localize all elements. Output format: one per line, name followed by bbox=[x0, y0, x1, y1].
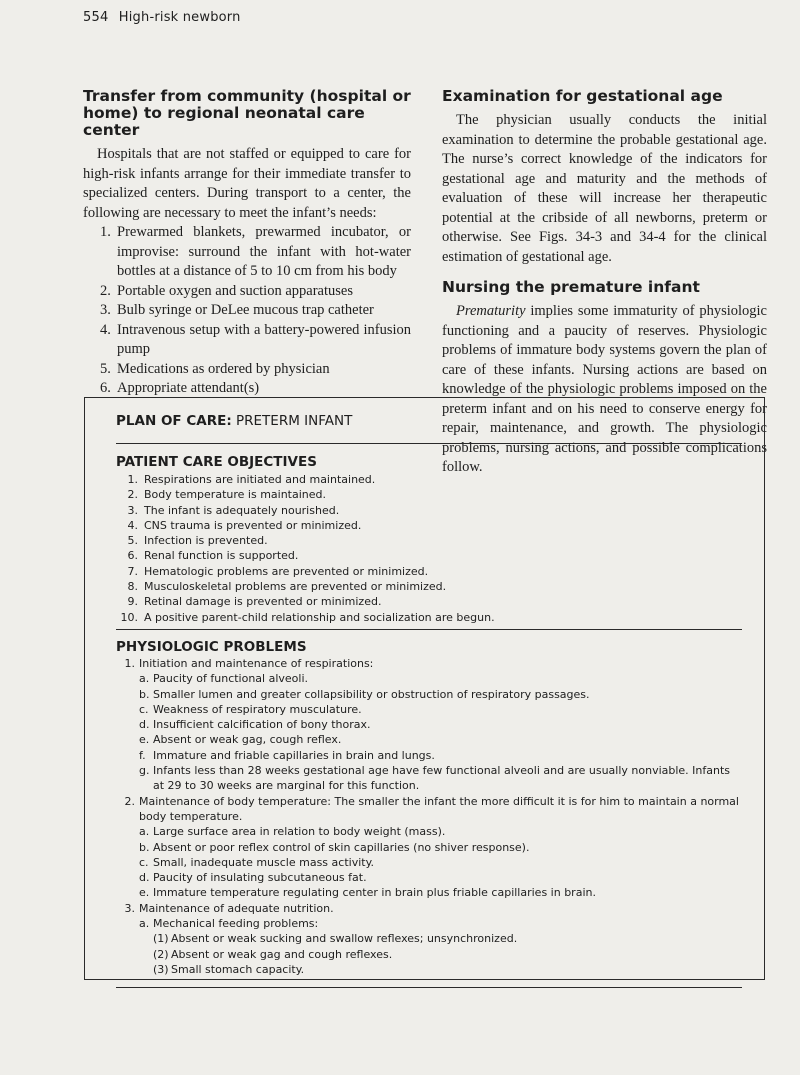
item-number: 4. bbox=[100, 321, 111, 338]
item-text: Retinal damage is prevented or minimized. bbox=[144, 595, 382, 609]
item-number: 1. bbox=[100, 224, 111, 240]
list-item bbox=[139, 916, 742, 977]
list-item bbox=[116, 794, 742, 901]
item-text: CNS trauma is prevented or minimized. bbox=[144, 518, 362, 532]
item-text: Small, inadequate muscle mass activity. bbox=[153, 855, 375, 869]
list-item bbox=[116, 533, 742, 548]
item-text: Absent or weak gag and cough reflexes. bbox=[171, 947, 393, 961]
item-text: Mechanical feeding problems: bbox=[153, 917, 319, 931]
item-text: Musculoskeletal problems are prevented or minimized. bbox=[144, 580, 447, 594]
item-text: Intravenous setup with a battery-powered infusion pump bbox=[117, 321, 411, 357]
item-text: Absent or weak gag, cough reflex. bbox=[153, 733, 342, 747]
list-item bbox=[116, 594, 742, 609]
item-text: Paucity of insulating subcutaneous fat. bbox=[153, 871, 367, 885]
item-text: Renal function is supported. bbox=[144, 549, 299, 563]
list-item bbox=[153, 947, 742, 962]
item-number: 3. bbox=[127, 503, 138, 517]
list-item bbox=[116, 548, 742, 563]
item-text: Large surface area in relation to body weight (mass). bbox=[153, 825, 446, 839]
nursing-heading: Nursing the premature infant bbox=[442, 278, 700, 296]
item-number: (3) bbox=[153, 962, 169, 976]
item-letter: g. bbox=[139, 764, 150, 778]
item-number: 1. bbox=[127, 473, 138, 486]
nursing-body: implies some immaturity of physiologic functioning and a paucity of reserves. Physiologic problems of immature body systems govern the plan of care of these infants. Nursing actions are based on knowledge of the physiologic problems imposed on the preterm infant and on his need to conserve energy for repair, maintenance, and growth. The physiologic problems, nursing actions, and possible complications follow. bbox=[442, 303, 767, 475]
left-column bbox=[83, 88, 411, 399]
item-letter: c. bbox=[139, 855, 149, 869]
item-text: The infant is adequately nourished. bbox=[144, 503, 340, 517]
page-number: 554 bbox=[83, 10, 109, 25]
list-item bbox=[139, 717, 742, 732]
item-number: 10. bbox=[120, 610, 138, 624]
list-item bbox=[153, 962, 742, 977]
item-text: Paucity of functional alveoli. bbox=[153, 672, 309, 686]
list-item bbox=[116, 564, 742, 579]
divider bbox=[116, 629, 742, 630]
item-number: 6. bbox=[100, 380, 111, 396]
item-letter: d. bbox=[139, 871, 150, 885]
item-text: Absent or weak sucking and swallow reflexes; unsynchronized. bbox=[171, 932, 518, 946]
plan-title-rest: PRETERM INFANT bbox=[231, 413, 353, 429]
list-item bbox=[83, 223, 411, 282]
list-item bbox=[139, 870, 742, 885]
item-text: Absent or poor reflex control of skin capillaries (no shiver response). bbox=[153, 840, 530, 854]
list-item bbox=[83, 282, 411, 302]
list-item bbox=[116, 610, 742, 625]
list-item bbox=[139, 885, 742, 900]
list-item bbox=[116, 487, 742, 502]
sub-list bbox=[139, 824, 742, 900]
objectives-list bbox=[116, 472, 742, 625]
item-text: Maintenance of adequate nutrition. bbox=[139, 901, 334, 915]
item-text: Portable oxygen and suction apparatuses bbox=[117, 282, 353, 299]
list-item bbox=[83, 379, 411, 399]
item-number: 3. bbox=[124, 901, 135, 915]
item-number: 9. bbox=[127, 595, 138, 609]
item-number: (1) bbox=[153, 932, 169, 946]
item-letter: a. bbox=[139, 917, 150, 931]
item-number: 5. bbox=[127, 534, 138, 548]
item-text: Infants less than 28 weeks gestational age have few functional alveoli and are usually nonviable. Infants at 29 to 30 weeks are marginal for this function. bbox=[153, 764, 731, 793]
list-item bbox=[139, 748, 742, 763]
list-item bbox=[116, 656, 742, 794]
item-letter: f. bbox=[139, 748, 146, 762]
item-text: Hematologic problems are prevented or minimized. bbox=[144, 564, 429, 578]
running-head bbox=[83, 10, 241, 25]
problems-list bbox=[116, 656, 742, 977]
divider bbox=[116, 987, 742, 988]
plan-title-bold: PLAN OF CARE: bbox=[116, 413, 232, 429]
item-number: 1. bbox=[124, 656, 135, 670]
item-number: 5. bbox=[100, 360, 111, 377]
item-letter: d. bbox=[139, 718, 150, 732]
list-item bbox=[116, 901, 742, 977]
item-text: Insufficient calcification of bony thorax. bbox=[153, 718, 371, 732]
item-letter: a. bbox=[139, 672, 150, 686]
item-letter: b. bbox=[139, 687, 150, 701]
plan-title bbox=[116, 413, 742, 429]
list-item bbox=[139, 824, 742, 839]
list-item bbox=[83, 360, 411, 380]
item-text: Initiation and maintenance of respirations: bbox=[139, 656, 374, 670]
item-letter: c. bbox=[139, 702, 149, 716]
item-text: Weakness of respiratory musculature. bbox=[153, 702, 362, 716]
item-number: 4. bbox=[127, 518, 138, 532]
list-item bbox=[116, 503, 742, 518]
divider bbox=[116, 443, 742, 444]
transfer-list bbox=[83, 223, 411, 399]
item-text: Immature temperature regulating center in brain plus friable capillaries in brain. bbox=[153, 886, 596, 900]
list-item bbox=[116, 472, 742, 487]
gestational-text: The physician usually conducts the initial examination to determine the probable gestational age. The nurse’s correct knowledge of the indicators for gestational age and maturity and the methods of evaluation of these will increase her therapeutic potential at the cribside of all newborns, preterm or otherwise. See Figs. 34-3 and 34-4 for the clinical estimation of gestational age. bbox=[442, 112, 767, 265]
item-number: 2. bbox=[127, 488, 138, 502]
item-number: 6. bbox=[127, 549, 138, 563]
list-item bbox=[153, 931, 742, 946]
transfer-heading: Transfer from community (hospital or home) to regional neonatal care center bbox=[83, 87, 411, 139]
list-item bbox=[139, 702, 742, 717]
transfer-intro: Hospitals that are not staffed or equipped to care for high-risk infants arrange for their immediate transfer to specialized centers. During transport to a center, the following are necessary to meet the infant’s needs: bbox=[83, 146, 411, 221]
list-item bbox=[83, 301, 411, 321]
item-letter: e. bbox=[139, 886, 150, 900]
item-number: (2) bbox=[153, 947, 169, 961]
problems-heading: PHYSIOLOGIC PROBLEMS bbox=[116, 638, 307, 655]
item-letter: e. bbox=[139, 733, 150, 747]
item-text: Body temperature is maintained. bbox=[144, 488, 326, 502]
list-item bbox=[139, 840, 742, 855]
item-number: 2. bbox=[100, 282, 111, 299]
gestational-heading: Examination for gestational age bbox=[442, 87, 723, 105]
list-item bbox=[139, 671, 742, 686]
item-text: Maintenance of body temperature: The smaller the infant the more difficult it is for him to maintain a normal body temperature. bbox=[139, 794, 739, 823]
item-number: 8. bbox=[127, 580, 138, 594]
item-letter: a. bbox=[139, 825, 150, 839]
item-number: 7. bbox=[127, 564, 138, 578]
item-text: A positive parent-child relationship and socialization are begun. bbox=[144, 610, 495, 624]
item-text: Bulb syringe or DeLee mucous trap catheter bbox=[117, 302, 374, 318]
list-item bbox=[139, 855, 742, 870]
list-item bbox=[116, 579, 742, 594]
sub-list bbox=[139, 671, 742, 793]
objectives-heading: PATIENT CARE OBJECTIVES bbox=[116, 454, 317, 470]
item-number: 2. bbox=[124, 794, 135, 808]
item-text: Respirations are initiated and maintained. bbox=[144, 473, 376, 486]
item-text: Small stomach capacity. bbox=[171, 962, 305, 976]
list-item bbox=[139, 763, 742, 794]
item-letter: b. bbox=[139, 840, 150, 854]
list-item bbox=[139, 687, 742, 702]
running-title: High-risk newborn bbox=[118, 10, 241, 25]
item-text: Medications as ordered by physician bbox=[117, 360, 330, 377]
sub-list bbox=[139, 916, 742, 977]
list-item bbox=[83, 321, 411, 360]
italic-term: Prematurity bbox=[456, 303, 526, 319]
list-item bbox=[116, 518, 742, 533]
item-text: Smaller lumen and greater collapsibility or obstruction of respiratory passages. bbox=[153, 687, 590, 701]
item-text: Immature and friable capillaries in brain and lungs. bbox=[153, 748, 435, 762]
item-text: Prewarmed blankets, prewarmed incubator, or improvise: surround the infant with hot-water bottles at a distance of 5 to 10 cm from his body bbox=[117, 224, 411, 279]
item-text: Appropriate attendant(s) bbox=[117, 380, 260, 396]
plan-of-care-box bbox=[84, 397, 765, 980]
item-text: Infection is prevented. bbox=[144, 534, 268, 548]
sub-sub-list bbox=[153, 931, 742, 977]
item-number: 3. bbox=[100, 302, 111, 318]
list-item bbox=[139, 732, 742, 747]
